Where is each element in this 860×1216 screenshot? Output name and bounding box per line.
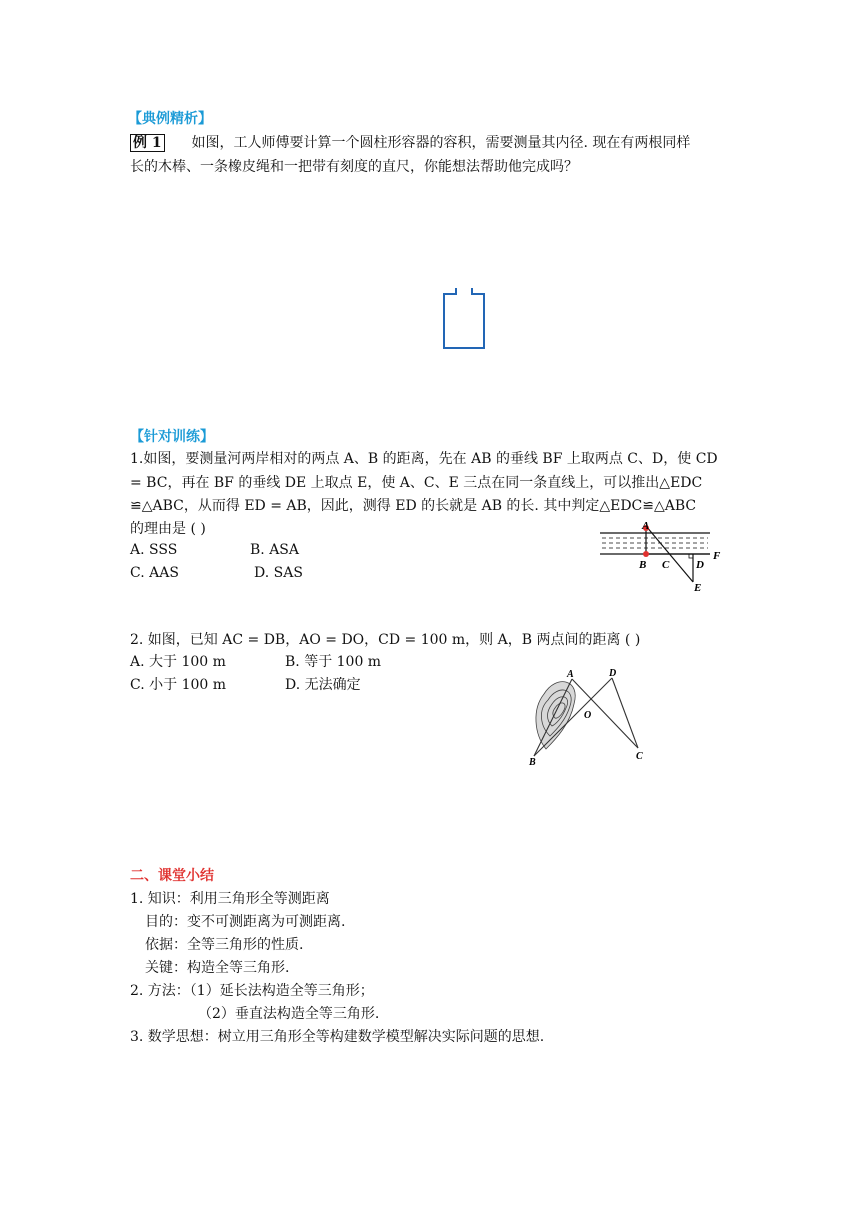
q1-line-4: 的理由是 ( ) [130,521,206,537]
summary-line-7: 3. 数学思想：树立用三角形全等构建数学模型解决实际问题的思想. [130,1029,545,1045]
q2-option-d: D. 无法确定 [285,677,361,693]
q1-option-a: A. SSS [130,542,178,558]
example-text-1: 如图，工人师傅要计算一个圆柱形容器的容积，需要测量其内径. 现在有两根同样 [191,135,691,151]
example-label: 例 1 [130,134,165,152]
q2-option-b: B. 等于 100 m [285,654,382,670]
q1-option-d: D. SAS [254,565,303,581]
example-section-title: 【典例精析】 [128,111,212,127]
label-o: O [584,710,592,721]
practice-section-title: 【针对训练】 [130,429,214,445]
summary-line-2: 目的：变不可测距离为可测距离. [145,914,346,930]
label-d: D [696,559,704,571]
q1-line-3: ≌△ABC，从而得 ED = AB，因此，测得 ED 的长就是 AB 的长. 其中判定△EDC≌△ABC [130,498,697,514]
river-water-lines [602,538,708,548]
example-text-2: 长的木棒、一条橡皮绳和一把带有刻度的直尺，你能想法帮助他完成吗？ [130,159,578,175]
lake-distance-figure [526,664,652,768]
label-b: B [529,757,536,768]
summary-line-1: 1. 知识：利用三角形全等测距离 [130,891,330,907]
cylinder-container-figure [440,284,490,354]
label-b: B [639,559,647,571]
q1-line-1: 1.如图，要测量河两岸相对的两点 A、B 的距离，先在 AB 的垂线 BF 上取两点 C、D，使 CD [130,451,718,467]
summary-line-3: 依据：全等三角形的性质. [145,937,304,953]
example-line-1 [130,132,690,154]
q2-line-1: 2. 如图，已知 AC = DB，AO = DO，CD = 100 m，则 A，B 两点间的距离 ( ) [130,632,641,648]
point-b-marker [643,551,649,557]
label-a: A [642,520,650,532]
label-c: C [636,751,643,762]
summary-section-title: 二、课堂小结 [130,868,214,884]
q2-option-c: C. 小于 100 m [130,677,227,693]
river-measurement-figure [598,518,728,596]
summary-line-5: 2. 方法：（1）延长法构造全等三角形； [130,983,374,999]
q1-line-2: = BC，再在 BF 的垂线 DE 上取点 E，使 A、C、E 三点在同一条直线上，可以推出△EDC [130,475,703,491]
label-f: F [713,550,721,562]
label-d: D [609,668,617,679]
summary-line-4: 关键：构造全等三角形. [145,960,290,976]
summary-line-6: （2）垂直法构造全等三角形. [198,1006,380,1022]
label-c: C [662,559,670,571]
container-outline [444,288,484,348]
label-a: A [567,669,574,680]
q1-option-b: B. ASA [250,542,299,558]
q1-option-c: C. AAS [130,565,179,581]
q2-option-a: A. 大于 100 m [130,654,226,670]
label-e: E [694,582,702,594]
